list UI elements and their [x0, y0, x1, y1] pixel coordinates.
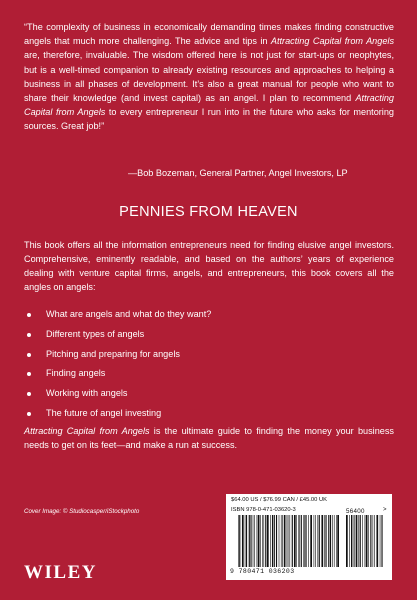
barcode-bar [290, 515, 291, 567]
price-label: $64.00 US / $76.99 CAN / £45.00 UK [231, 497, 328, 503]
barcode-bar [253, 515, 254, 567]
bullet-icon [27, 333, 31, 337]
addon-arrow: > [383, 507, 387, 513]
barcode-bar [257, 515, 258, 567]
barcode-bar [314, 515, 315, 567]
barcode-bar [328, 515, 329, 567]
barcode-bar [270, 515, 271, 567]
barcode-bar [358, 515, 359, 567]
addon-code: 56400 [346, 508, 365, 515]
list-item-label: The future of angel investing [46, 407, 162, 418]
barcode-bar [249, 515, 250, 567]
ean-barcode [238, 515, 340, 567]
barcode-bar [281, 515, 282, 567]
list-item [24, 384, 384, 404]
barcode-bar [330, 515, 331, 567]
barcode-bar [267, 515, 269, 567]
cover-image-credit: Cover Image: © Studiocasper/iStockphoto [24, 508, 140, 515]
closing-book-title: Attracting Capital from Angels [24, 426, 150, 436]
barcode-bar [246, 515, 247, 567]
barcode-bar [303, 515, 304, 567]
barcode-bar [360, 515, 361, 567]
barcode-bar [365, 515, 366, 567]
bullet-icon [27, 392, 31, 396]
isbn-label: ISBN 978-0-471-03620-3 [231, 507, 296, 513]
barcode-bar [262, 515, 263, 567]
barcode-bar [279, 515, 280, 567]
barcode-bar [296, 515, 297, 567]
barcode-bar [272, 515, 273, 567]
barcode-bar [265, 515, 266, 567]
list-item [24, 325, 384, 345]
barcode-bar [250, 515, 251, 567]
barcode-bar [306, 515, 307, 567]
barcode-bar [346, 515, 348, 567]
barcode-bar [315, 515, 316, 567]
quote-book-title-2: Attracting Capital from Angels [24, 93, 394, 118]
list-item-label: Working with angels [46, 388, 128, 399]
bullet-icon [27, 313, 31, 317]
topic-list [24, 305, 384, 424]
quote-attribution: —Bob Bozeman, General Partner, Angel Investors, LP [128, 168, 348, 178]
barcode-bar [318, 515, 319, 567]
barcode-bar [373, 515, 374, 567]
barcode-bar [276, 515, 277, 567]
barcode-bar [308, 515, 309, 567]
barcode-bar [282, 515, 283, 567]
barcode-bar [366, 515, 368, 567]
list-item [24, 404, 384, 424]
barcode-bar [356, 515, 358, 567]
barcode-bar [239, 515, 240, 567]
barcode-bar [337, 515, 339, 567]
barcode-bar [305, 515, 306, 567]
barcode-bar [294, 515, 296, 567]
ean-digits: 9 780471 036203 [230, 568, 295, 575]
intro-paragraph: This book offers all the information entrepreneurs need for finding elusive angel investors. Comprehensive, eminently readable, and based on the authors’ years of experience dealing with venture capital firms, angels, and entrepreneurs, this book covers all the angles on angels: [24, 240, 394, 292]
barcode-box [226, 494, 392, 580]
addon-barcode [346, 515, 384, 567]
bullet-icon [27, 353, 31, 357]
barcode-bar [292, 515, 293, 567]
barcode-bar [264, 515, 265, 567]
closing-text: is the ultimate guide to finding the money your business needs to get on its feet—and make a run at success. [24, 426, 394, 450]
bullet-icon [27, 412, 31, 416]
quote-text-1: “The complexity of business in economically demanding times makes finding constructive angels that much more challenging. The advice and tips in [24, 22, 394, 47]
barcode-bar [238, 515, 239, 567]
list-item [24, 364, 384, 384]
barcode-bar [332, 515, 333, 567]
quote-text-2: are, therefore, invaluable. The wisdom offered here is not just for start-ups or neophytes, but is a well-timed companion to already existing resources and approaches to helping a business in all phases of development. It’s also a great manual for people who want to share their knowledge (and invest capital) as an angel. I plan to recommend [24, 50, 394, 104]
endorsement-quote [24, 20, 394, 134]
list-item-label: Different types of angels [46, 328, 145, 339]
barcode-bar [242, 515, 244, 567]
section-heading: PENNIES FROM HEAVEN [119, 204, 298, 220]
barcode-bar [258, 515, 260, 567]
barcode-bar [381, 515, 382, 567]
barcode-bar [349, 515, 350, 567]
barcode-bar [325, 515, 326, 567]
barcode-bar [362, 515, 363, 567]
barcode-bar [274, 515, 275, 567]
barcode-bar [298, 515, 299, 567]
barcode-bar [319, 515, 320, 567]
publisher-logo: WILEY [24, 562, 97, 583]
barcode-bar [284, 515, 286, 567]
barcode-bar [336, 515, 337, 567]
list-item [24, 305, 384, 325]
barcode-bar [310, 515, 312, 567]
barcode-bar [354, 515, 355, 567]
barcode-bar [376, 515, 378, 567]
barcode-bar [287, 515, 288, 567]
quote-book-title-1: Attracting Capital from Angels [270, 36, 395, 47]
barcode-bar [245, 515, 246, 567]
barcode-bar [370, 515, 371, 567]
barcode-bar [368, 515, 369, 567]
barcode-bar [288, 515, 289, 567]
barcode-bar [353, 515, 354, 567]
barcode-bar [324, 515, 325, 567]
closing-paragraph [24, 424, 394, 452]
barcode-bar [260, 515, 261, 567]
list-item-label: What are angels and what do they want? [46, 309, 212, 319]
barcode-bar [380, 515, 381, 567]
barcode-bar [334, 515, 335, 567]
barcode-bar [301, 515, 302, 567]
list-item-label: Finding angels [46, 368, 106, 379]
list-item [24, 345, 384, 365]
barcode-bar [254, 515, 255, 567]
quote-text-3: to every entrepreneur I run into in the future who asks for mentoring sources. Great job!” [24, 107, 394, 132]
barcode-bar [374, 515, 375, 567]
bullet-icon [27, 372, 31, 376]
list-item-label: Pitching and preparing for angels [46, 348, 180, 359]
barcode-bar [321, 515, 323, 567]
barcode-bar [351, 515, 352, 567]
